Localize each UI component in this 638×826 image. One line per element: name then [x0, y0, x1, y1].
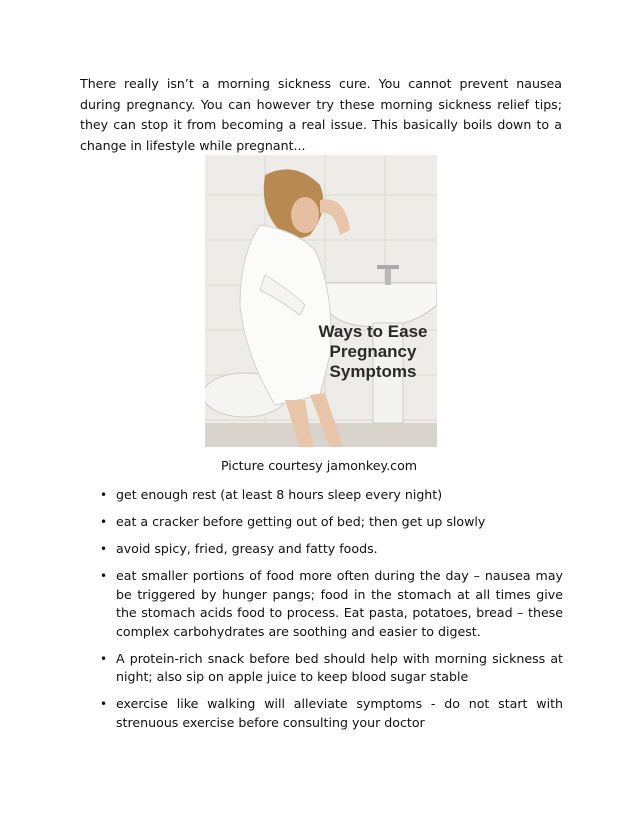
overlay-line-3: Symptoms — [329, 362, 417, 381]
article-photo — [205, 155, 437, 447]
bullet-icon: • — [100, 651, 108, 666]
list-item-text: avoid spicy, fried, greasy and fatty foods. — [116, 541, 378, 556]
list-item-text: eat a cracker before getting out of bed; then get up slowly — [116, 514, 486, 529]
list-item — [80, 567, 563, 641]
tips-list — [80, 486, 563, 741]
bullet-icon: • — [100, 488, 108, 502]
overlay-line-2: Pregnancy — [329, 342, 417, 361]
overlay-line-1: Ways to Ease — [318, 322, 428, 341]
list-item — [80, 486, 563, 505]
list-item-text: exercise like walking will alleviate symptoms - do not start with strenuous exercise before consulting your doctor — [116, 696, 563, 730]
bullet-icon: • — [100, 515, 108, 529]
bullet-icon: • — [100, 569, 108, 583]
list-item-text: A protein-rich snack before bed should help with morning sickness at night; also sip on apple juice to keep blood sugar stable — [116, 650, 563, 684]
list-item — [80, 650, 563, 687]
bullet-icon: • — [100, 697, 108, 711]
bullet-icon: • — [100, 542, 108, 556]
list-item — [80, 513, 563, 532]
list-item-text: get enough rest (at least 8 hours sleep every night) — [116, 487, 443, 502]
photo-illustration — [205, 155, 437, 447]
list-item — [80, 540, 563, 559]
list-item-text: eat smaller portions of food more often during the day – nausea may be triggered by hunger pangs; food in the stomach at all times give the stomach acids food to process. Eat pasta, potatoes, bread – these complex carbohydrates are soothing and easier to digest. — [116, 568, 563, 639]
photo-caption: Picture courtesy jamonkey.com — [220, 458, 418, 473]
list-item — [80, 695, 563, 732]
intro-paragraph: There really isn’t a morning sickness cure. You cannot prevent nausea during pregnancy. You can however try these morning sickness relief tips; they can stop it from becoming a real issue. This basically boils down to a change in lifestyle while pregnant... — [80, 76, 562, 153]
